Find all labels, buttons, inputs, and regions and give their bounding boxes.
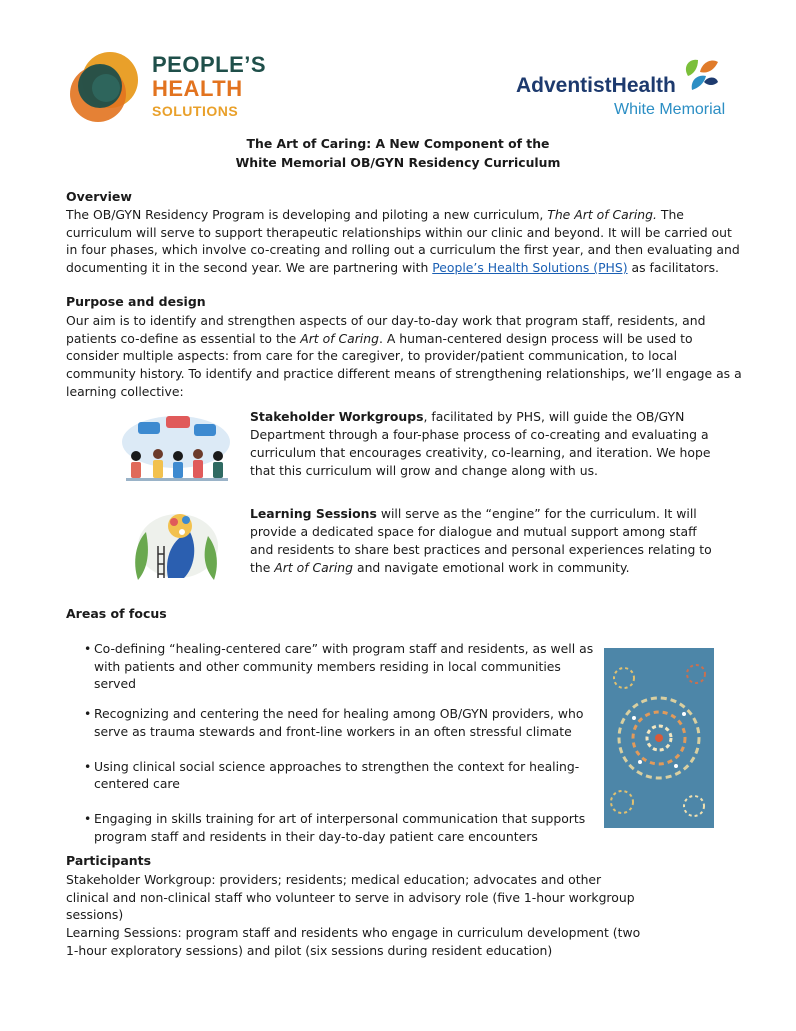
participants-heading: Participants: [66, 853, 152, 868]
purpose-text-b: . A human-centered design process will be used to consider multiple aspects: from care for the caregiver, to provider/patient communication, to local community history. To identify and practice different means of strengthening relationships, we’ll engage as a learning collective:: [66, 330, 742, 399]
phs-logo-line1: PEOPLE’S: [152, 52, 267, 77]
purpose-paragraph: [66, 312, 746, 401]
overview-text-a: The OB/GYN Residency Program is developing and piloting a new curriculum,: [66, 207, 548, 222]
focus-heading: Areas of focus: [66, 606, 167, 621]
focus-item: • Engaging in skills training for art of interpersonal communication that supports program staff and residents in their day-to-day patient care encounters: [84, 810, 604, 845]
sessions-body-b: and navigate emotional work in community.: [353, 560, 630, 575]
focus-item: • Recognizing and centering the need for healing among OB/GYN providers, who serve as trauma stewards and front-line workers in an often stressful climate: [84, 705, 604, 740]
overview-heading: Overview: [66, 189, 132, 204]
document-title: [0, 134, 796, 172]
purpose-heading: Purpose and design: [66, 294, 206, 309]
phs-logo-line2: HEALTH: [152, 76, 243, 101]
focus-item: • Using clinical social science approaches to strengthen the context for healing-centered care: [84, 758, 604, 793]
title-line1: The Art of Caring: A New Component of the: [246, 136, 550, 151]
spiral-people-artwork: [604, 648, 714, 828]
sessions-text-em: Art of Caring: [274, 560, 354, 575]
overview-paragraph: [66, 206, 746, 277]
workgroups-bold: Stakeholder Workgroups: [250, 409, 424, 424]
sessions-body-a: will serve as the “engine” for the curriculum. It will provide a dedicated space for dialogue and mutual support among staff and residents to share best practices and personal experiences relating to the: [250, 506, 712, 575]
phs-circles-icon: [66, 50, 142, 126]
overview-text-c: as facilitators.: [627, 260, 719, 276]
adventist-health-logo: [516, 56, 736, 126]
overview-text-b: The curriculum will serve to support therapeutic relationships within our clinic and beyond. It will be carried out in four phases, which involve co-creating and rolling out a curriculum the first year, and then evaluating and documenting it in the second year. We are partnering with: [66, 207, 740, 276]
sessions-text: [250, 505, 720, 577]
leaf-icon: [680, 56, 720, 92]
focus-list: [84, 640, 604, 845]
participants-workgroup: Stakeholder Workgroup: providers; residents; medical education; advocates and other clinical and non-clinical staff who volunteer to serve in advisory role (five 1-hour workgroup sessions): [66, 872, 635, 923]
phs-logo: [66, 50, 266, 126]
title-line2: White Memorial OB/GYN Residency Curriculum: [235, 155, 561, 170]
workgroup-illustration: [120, 412, 232, 492]
participants-sessions: Learning Sessions: program staff and residents who engage in curriculum development (two 1-hour exploratory sessions) and pilot (six sessions during resident education): [66, 925, 641, 958]
phs-logo-line3: SOLUTIONS: [152, 103, 239, 119]
purpose-text-em: Art of Caring: [300, 330, 379, 346]
learning-sessions-illustration: [128, 502, 224, 582]
white-memorial-subtitle: White Memorial: [614, 101, 726, 118]
overview-text-em: The Art of Caring.: [547, 207, 657, 222]
sessions-bold: Learning Sessions: [250, 506, 377, 521]
adventist-health-name: AdventistHealth: [516, 74, 676, 97]
workgroups-text: [250, 408, 720, 480]
purpose-text-a: Our aim is to identify and strengthen aspects of our day-to-day work that program staff, residents, and patients co-define as essential to the: [66, 313, 706, 346]
phs-link[interactable]: People’s Health Solutions (PHS): [432, 260, 628, 276]
focus-item: • Co-defining “healing-centered care” with program staff and residents, as well as with patients and other community members residing in local communities served: [84, 640, 604, 693]
workgroups-body: , facilitated by PHS, will guide the OB/GYN Department through a four-phase process of co-creating and evaluating a curriculum that encourages creativity, co-learning, and iteration. We hope that this curriculum will grow and change along with us.: [250, 409, 711, 478]
